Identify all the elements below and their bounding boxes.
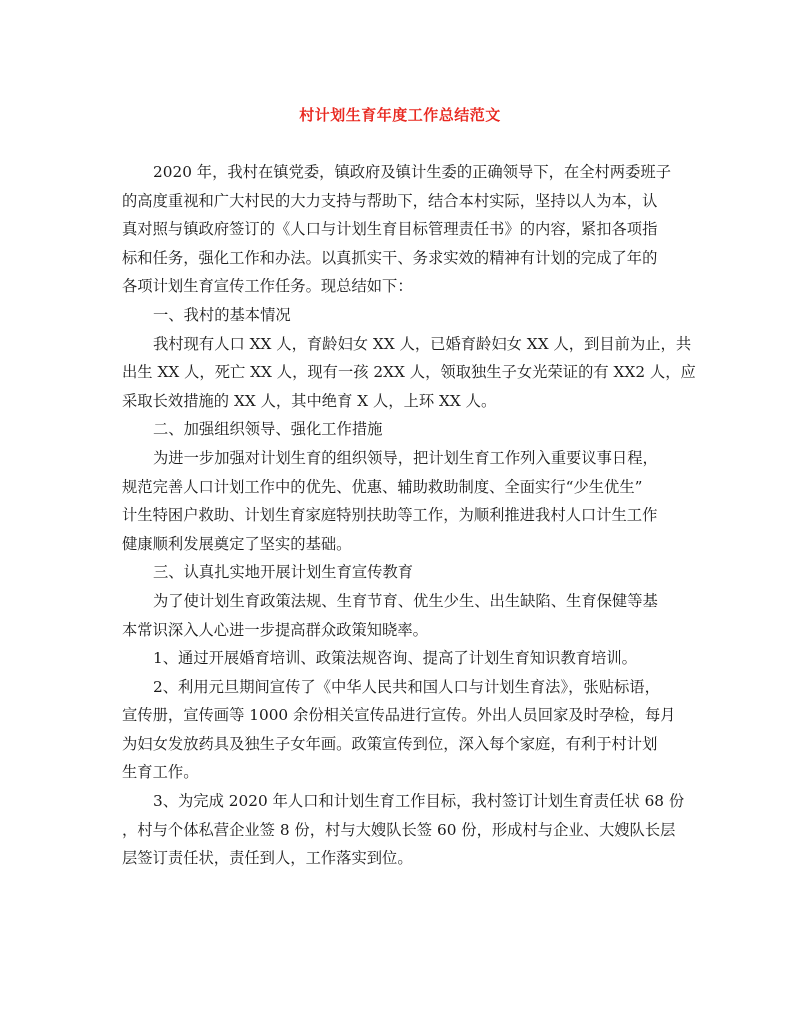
text-line: 我村现有人口 XX 人，育龄妇女 XX 人，已婚育龄妇女 XX 人，到目前为止，共 xyxy=(153,334,692,353)
text-line: 宣传册，宣传画等 1000 余份相关宣传品进行宣传。外出人员回家及时孕检，每月 xyxy=(122,706,676,725)
text-line: 规范完善人口计划工作中的优先、优惠、辅助救助制度、全面实行“少生优生” xyxy=(122,477,643,496)
text-line: 2020 年，我村在镇党委，镇政府及镇计生委的正确领导下，在全村两委班子 xyxy=(153,163,671,181)
text-line: 生育工作。 xyxy=(122,763,199,782)
document-body xyxy=(122,158,696,873)
text-line: 3、为完成 2020 年人口和计划生育工作目标，我村签订计划生育责任状 68 份 xyxy=(153,792,685,811)
text-line: 的高度重视和广大村民的大力支持与帮助下，结合本村实际，坚持以人为本，认 xyxy=(122,191,658,210)
text-line: ，村与个体私营企业签 8 份，村与大嫂队长签 60 份，形成村与企业、大嫂队长层 xyxy=(122,820,676,839)
text-line: 计生特困户救助、计划生育家庭特别扶助等工作，为顺利推进我村人口计生工作 xyxy=(122,506,658,525)
text-line: 健康顺利发展奠定了坚实的基础。 xyxy=(122,534,352,553)
text-line: 一、我村的基本情况 xyxy=(153,305,291,324)
text-line: 采取长效措施的 XX 人，其中绝育 X 人，上环 XX 人。 xyxy=(122,391,497,410)
text-line: 出生 XX 人，死亡 XX 人，现有一孩 2XX 人，领取独生子女光荣证的有 XX2 人，应 xyxy=(122,363,696,382)
text-line: 2、利用元旦期间宣传了《中华人民共和国人口与计划生育法》，张贴标语， xyxy=(153,677,660,696)
text-line: 1、通过开展婚育培训、政策法规咨询、提高了计划生育知识教育培训。 xyxy=(153,649,637,668)
text-line: 各项计划生育宣传工作任务。现总结如下： xyxy=(122,277,413,296)
text-line: 层签订责任状，责任到人，工作落实到位。 xyxy=(122,849,413,868)
document-title: 村计划生育年度工作总结范文 xyxy=(299,106,501,124)
text-line: 为妇女发放药具及独生子女年画。政策宣传到位，深入每个家庭，有利于村计划 xyxy=(122,734,658,753)
text-line: 本常识深入人心进一步提高群众政策知晓率。 xyxy=(122,620,428,639)
text-line: 真对照与镇政府签订的《人口与计划生育目标管理责任书》的内容，紧扣各项指 xyxy=(122,220,658,239)
text-line: 二、加强组织领导、强化工作措施 xyxy=(153,420,383,439)
text-line: 标和任务，强化工作和办法。以真抓实干、务求实效的精神有计划的完成了年的 xyxy=(122,248,658,267)
text-line: 三、认真扎实地开展计划生育宣传教育 xyxy=(153,563,414,582)
text-line: 为了使计划生育政策法规、生育节育、优生少生、出生缺陷、生育保健等基 xyxy=(153,591,658,610)
text-line: 为进一步加强对计划生育的组织领导，把计划生育工作列入重要议事日程， xyxy=(153,448,658,467)
